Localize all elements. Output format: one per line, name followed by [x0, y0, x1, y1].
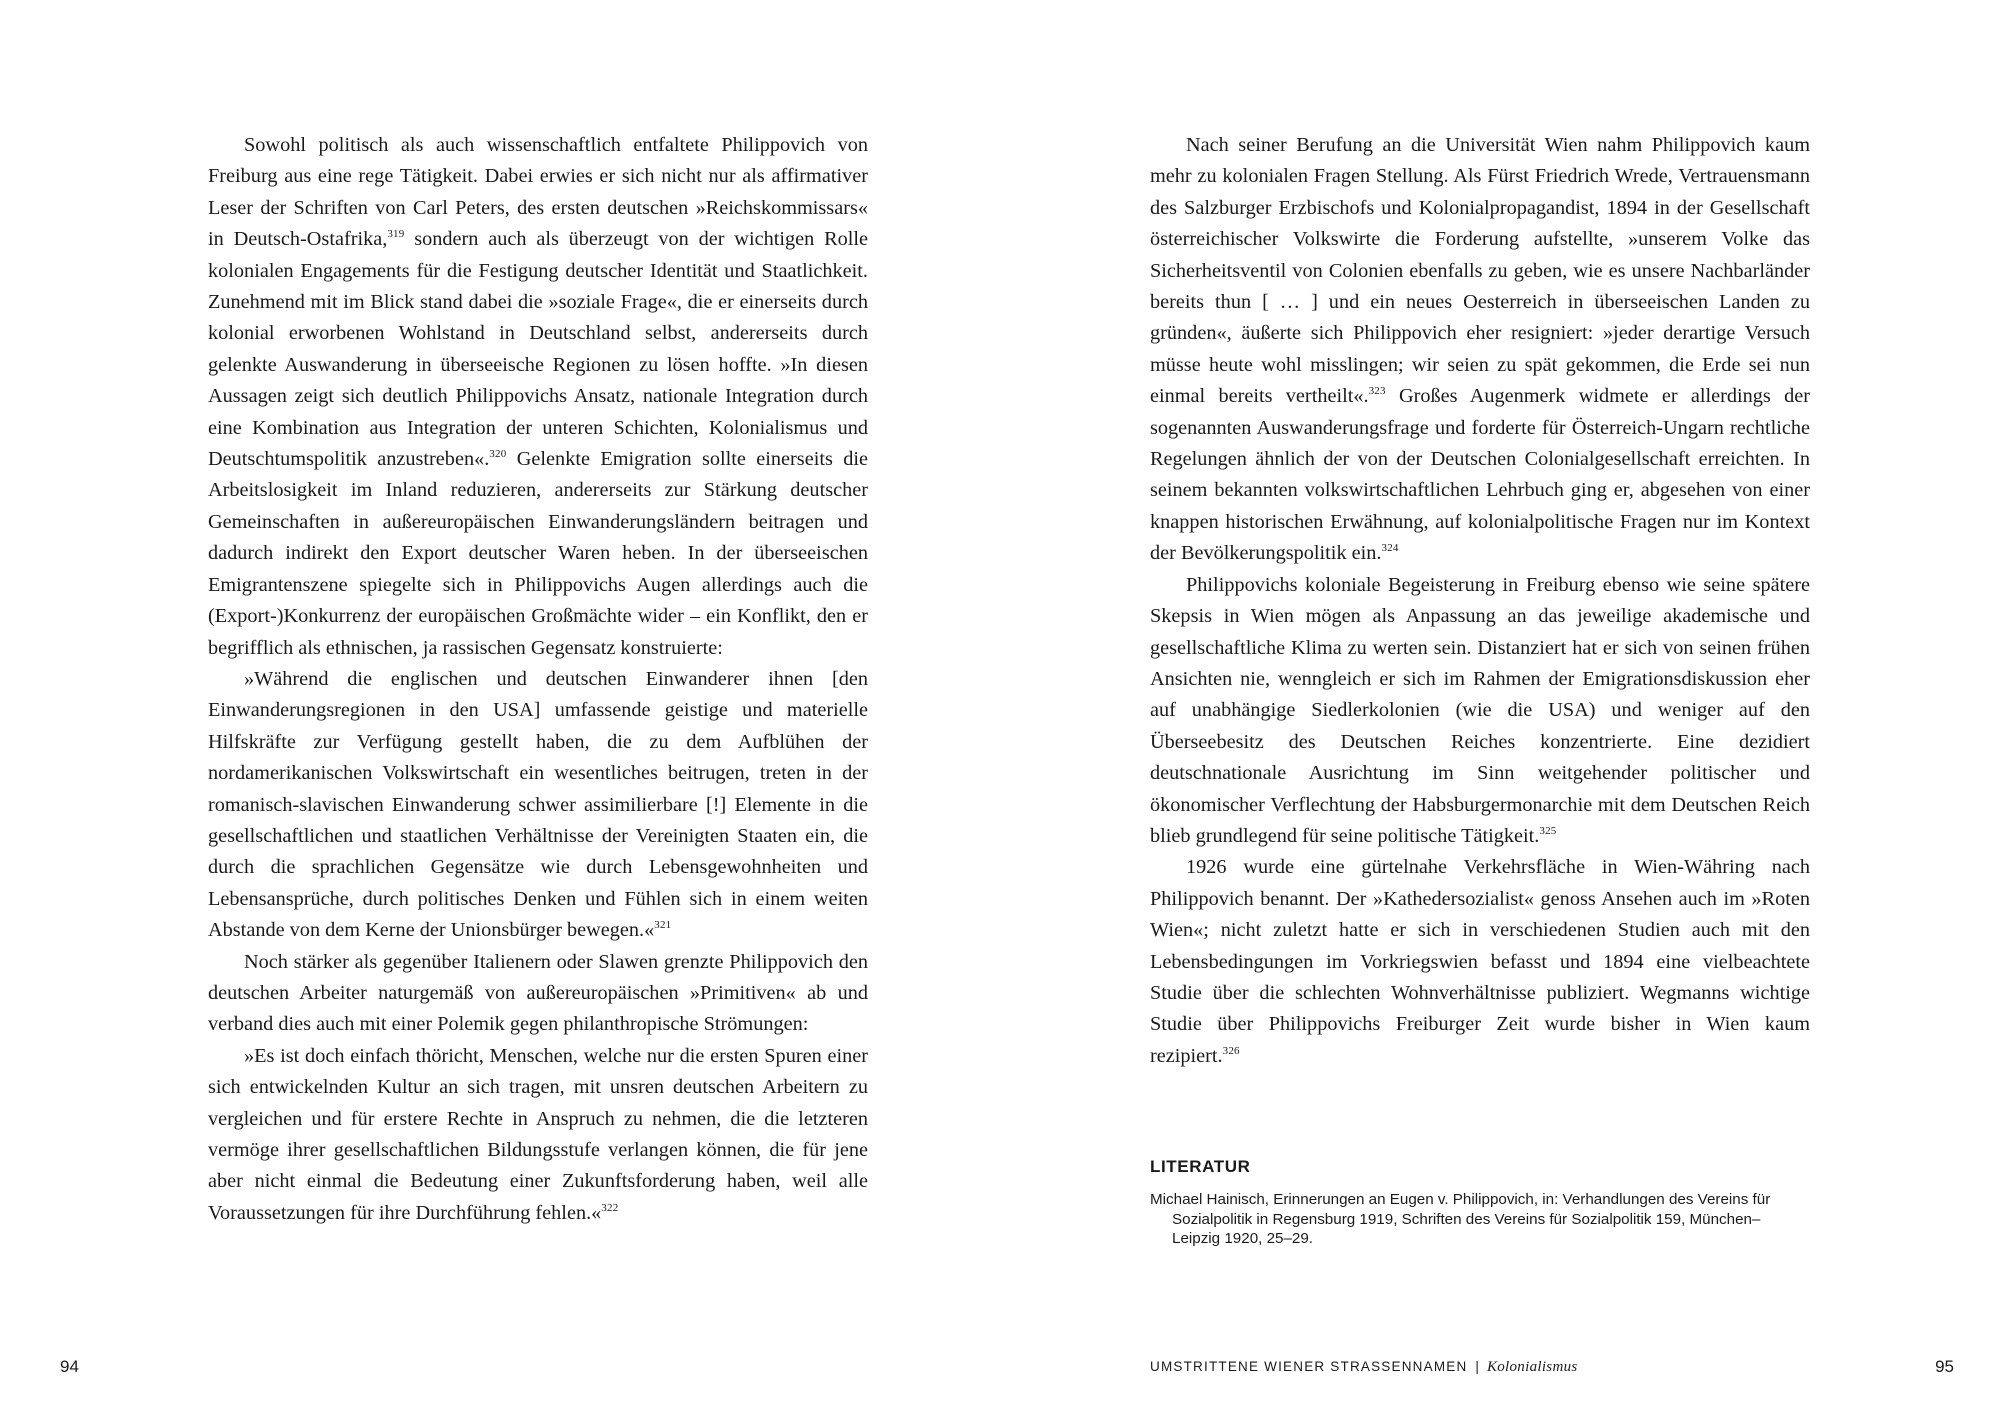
literature-entry: Michael Hainisch, Erinnerungen an Eugen v. Philippovich, in: Verhandlungen des Vereins für Sozialpolitik in Regensburg 1919, Schriften des Vereins für Sozialpolitik 159, München–Leipzig 1920, 25–29. [1150, 1191, 1771, 1247]
footnote-ref: 324 [1381, 542, 1399, 555]
footnote-ref: 319 [387, 228, 405, 241]
paragraph: 1926 wurde eine gürtelnahe Verkehrsfläche in Wien-Währing nach Philippovich benannt. Der »Kathedersozialist« genoss Ansehen auch im »Roten Wien«; nicht zuletzt hatte er sich in verschiedenen Studien auch mit den Lebensbedingungen im Vorkriegswien befasst und 1894 eine vielbeachtete Studie über die schlechten Wohnverhältnisse publiziert. Wegmanns wichtige Studie über Philippovichs Freiburger Zeit wurde bisher in Wien kaum rezipiert.$^{326}$ [1150, 856, 1810, 1067]
footnote-ref: 323 [1368, 385, 1386, 398]
footnote-ref: 326 [1222, 1044, 1240, 1057]
right-text-block [1150, 130, 1810, 1072]
right-page [1000, 0, 2000, 1424]
footnote-ref: 322 [601, 1201, 619, 1214]
footnote-ref: 325 [1539, 824, 1557, 837]
literature-heading: LITERATUR [1150, 1157, 1251, 1176]
page-number: 94 [60, 1357, 79, 1376]
footnote-ref: 321 [654, 919, 672, 932]
paragraph: Nach seiner Berufung an die Universität Wien nahm Philippovich kaum mehr zu kolonialen Fragen Stellung. Als Fürst Friedrich Wrede, Vertrauensmann des Salzburger Erzbischofs und Kolonialpropagandist, 1894 in der Gesellschaft österreichischer Volkswirte die Forderung aufstellte, »unserem Volke das Sicherheitsventil von Colonien ebenfalls zu geben, wie es unsere Nachbarländer bereits thun [ … ] und ein neues Oesterreich in überseeischen Landen zu gründen«, äußerte sich Philippovich eher resigniert: »jeder derartige Versuch müsse heute wohl misslingen; wir seien zu spät gekommen, die Erde sei nun einmal bereits vertheilt«.$^{323}$ Großes Augenmerk widmete er allerdings der sogenannten Auswanderungsfrage und forderte für Österreich-Ungarn rechtliche Regelungen ähnlich der von der Deutschen Colonialgesellschaft erreichten. In seinem bekannten volkswirtschaftlichen Lehrbuch ging er, abgesehen von einer knappen historischen Erwähnung, auf kolonialpolitische Fragen nur im Kontext der Bevölkerungspolitik ein.$^{324}$ [1150, 134, 1810, 565]
paragraph: Noch stärker als gegenüber Italienern oder Slawen grenzte Philippovich den deutschen Arbeiter naturgemäß von außereuropäischen »Primitiven« ab und verband dies auch mit einer Polemik gegen philanthropische Strömungen: [208, 950, 868, 1036]
left-text-block [208, 130, 868, 1229]
running-head [1150, 1359, 1578, 1376]
paragraph: Philippovichs koloniale Begeisterung in Freiburg ebenso wie seine spätere Skepsis in Wien mögen als Anpassung an das jeweilige akademische und gesellschaftliche Klima zu werten sein. Distanziert hat er sich von seinen frühen Ansichten nie, wenngleich er sich im Rahmen der Emigrationsdiskussion eher auf unabhängige Siedlerkolonien (wie die USA) und weniger auf den Überseebesitz des Deutschen Reiches konzentrierte. Eine dezidiert deutschnationale Ausrichtung im Sinn weitgehender politischer und ökonomischer Verflechtung der Habsburgermonarchie mit dem Deutschen Reich blieb grundlegend für seine politische Tätigkeit.$^{325}$ [1150, 573, 1810, 847]
block-quote: »Während die englischen und deutschen Einwanderer ihnen [den Einwanderungsregionen in den USA] umfassende geistige und materielle Hilfskräfte zur Verfügung gestellt haben, die zu dem Aufblühen der nordamerikanischen Volkswirtschaft ein wesentliches beitrugen, treten in der romanisch-slavischen Einwanderung schwer assimilierbare [!] Elemente in die gesellschaftlichen und staatlichen Verhältnisse der Vereinigten Staaten ein, die durch die sprachlichen Gegensätze wie durch Lebensgewohnheiten und Lebensansprüche, durch politisches Denken und Fühlen sich in einem weiten Abstande von dem Kerne der Unionsbürger bewegen.«$^{321}$ [208, 667, 868, 942]
running-head-title: UMSTRITTENE WIENER STRASSENNAMEN [1150, 1359, 1468, 1374]
running-head-separator: | [1475, 1359, 1479, 1374]
block-quote: »Es ist doch einfach thöricht, Menschen, welche nur die ersten Spuren einer sich entwickelnden Kultur an sich tragen, mit unsren deutschen Arbeitern zu vergleichen und für erstere Rechte in Anspruch zu nehmen, die die letzteren vermöge ihrer gesellschaftlichen Bildungsstufe verlangen können, die für jene aber nicht einmal die Bedeutung einer Zukunftsforderung haben, weil alle Voraussetzungen für ihre Durchführung fehlen.«$^{322}$ [208, 1044, 868, 1224]
page-number: 95 [1935, 1357, 1954, 1376]
footnote-ref: 320 [489, 448, 507, 461]
paragraph: Sowohl politisch als auch wissenschaftlich entfaltete Philippovich von Freiburg aus eine rege Tätigkeit. Dabei erwies er sich nicht nur als affirmativer Leser der Schriften von Carl Peters, des ersten deutschen »Reichskommissars« in Deutsch-Ostafrika,$^{319}$ sondern auch als überzeugt von der wichtigen Rolle kolonialen Engagements für die Festigung deutscher Identität und Staatlichkeit. Zunehmend mit im Blick stand dabei die »soziale Frage«, die er einerseits durch kolonial erworbenen Wohlstand in Deutschland selbst, andererseits durch gelenkte Auswanderung in überseeische Regionen zu lösen hoffte. »In diesen Aussagen zeigt sich deutlich Philippovichs Ansatz, nationale Integration durch eine Kombination aus Integration der unteren Schichten, Kolonialismus und Deutschtumspolitik anzustreben«.$^{320}$ Gelenkte Emigration sollte einerseits die Arbeitslosigkeit im Inland reduzieren, andererseits zur Stärkung deutscher Gemeinschaften in außereuropäischen Einwanderungsländern beitragen und dadurch indirekt den Export deutscher Waren heben. In der überseeischen Emigrantenszene spiegelte sich in Philippovichs Augen allerdings auch die (Export-)Konkurrenz der europäischen Großmächte wider – ein Konflikt, den er begrifflich als ethnischen, ja rassischen Gegensatz konstruierte: [208, 134, 869, 659]
running-head-subtitle: Kolonialismus [1486, 1359, 1578, 1375]
